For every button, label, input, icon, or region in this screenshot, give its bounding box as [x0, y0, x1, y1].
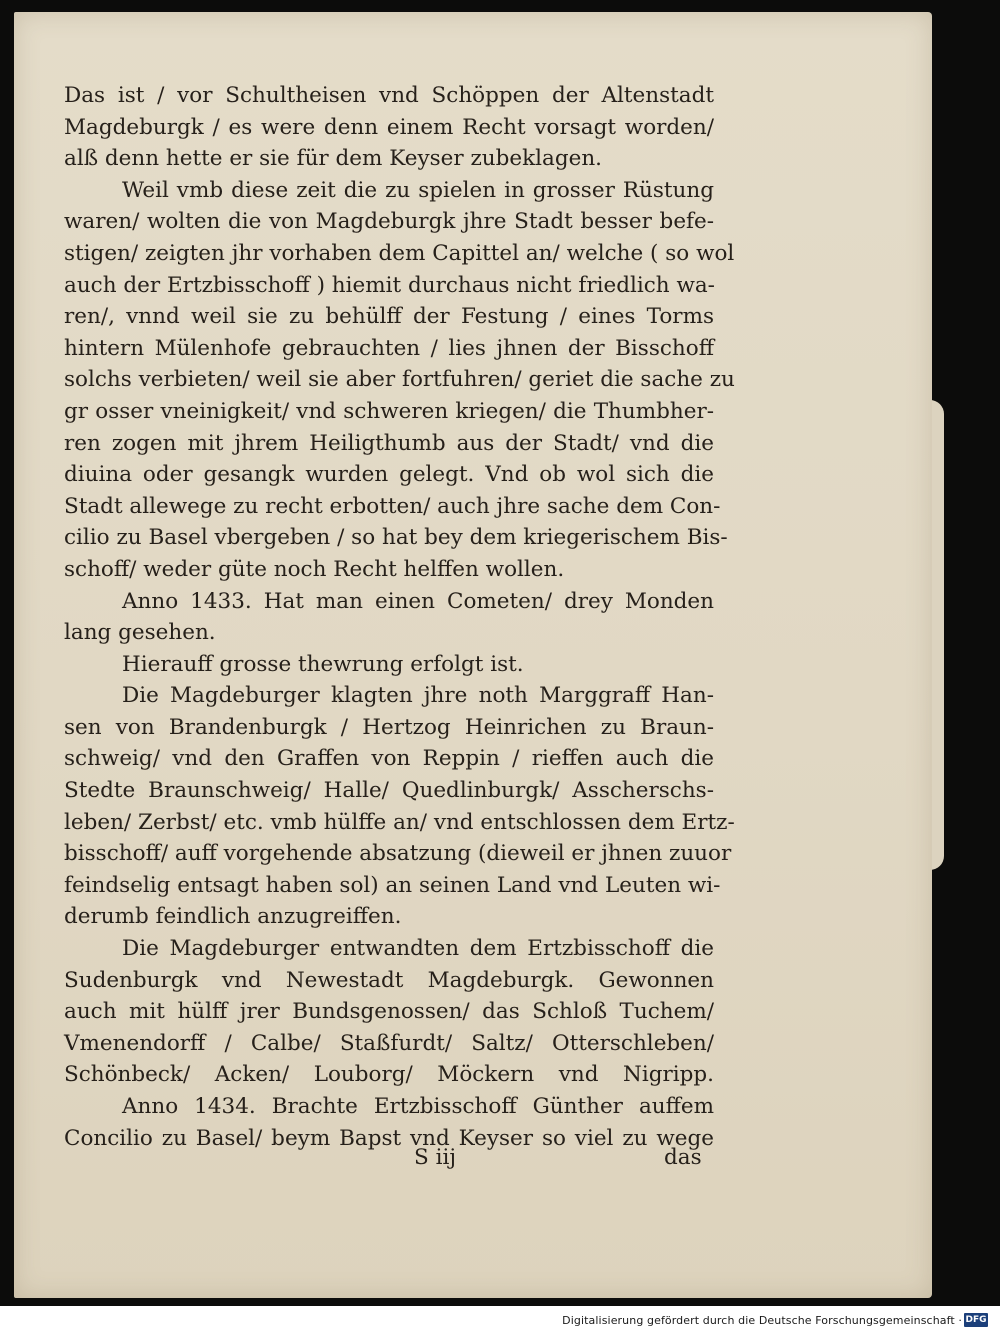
text-line: sen von Brandenburgk / Hertzog Heinrichen zu Braun- — [64, 714, 714, 740]
text-line: schweig/ vnd den Graffen von Reppin / rieffen auch die — [64, 746, 714, 772]
text-line: gr osser vneinigkeit/ vnd schweren kriegen/ die Thumbher- — [64, 398, 714, 424]
text-line: Stedte Braunschweig/ Halle/ Quedlinburgk/ Asscherschs- — [64, 778, 714, 804]
text-line: alß denn hette er sie für dem Keyser zubeklagen. — [64, 146, 603, 172]
text-line: Sudenburgk vnd Newestadt Magdeburgk. Gewonnen — [64, 967, 714, 993]
text-line: solchs verbieten/ weil sie aber fortfuhren/ geriet die sache zu — [64, 367, 735, 393]
text-line: Hierauff grosse thewrung erfolgt ist. — [122, 651, 524, 677]
text-line: ren zogen mit jhrem Heiligthumb aus der Stadt/ vnd die — [64, 430, 714, 456]
text-line: schoff/ weder güte noch Recht helffen wollen. — [64, 556, 565, 582]
text-line: stigen/ zeigten jhr vorhaben dem Capittel an/ welche ( so wol — [64, 240, 735, 266]
text-line: Vmenendorff / Calbe/ Staßfurdt/ Saltz/ Otterschleben/ — [64, 1030, 714, 1056]
text-line: Die Magdeburger entwandten dem Ertzbisschoff die — [122, 936, 714, 962]
text-line: auch der Ertzbisschoff ) hiemit durchaus nicht friedlich wa- — [64, 272, 715, 298]
text-line: lang gesehen. — [64, 620, 216, 646]
text-line: leben/ Zerbst/ etc. vmb hülffe an/ vnd entschlossen dem Ertz- — [64, 809, 735, 835]
text-line: Anno 1434. Brachte Ertzbisschoff Günther auffem — [122, 1094, 714, 1119]
text-line: hintern Mülenhofe gebrauchten / lies jhnen der Bisschoff — [64, 335, 714, 361]
page-text-block — [64, 80, 735, 1154]
text-line: Schönbeck/ Acken/ Louborg/ Möckern vnd Nigripp. — [64, 1062, 714, 1088]
text-line: Stadt allewege zu recht erbotten/ auch jhre sache dem Con- — [64, 493, 721, 519]
text-line: diuina oder gesangk wurden gelegt. Vnd ob wol sich die — [64, 462, 714, 488]
text-line: feindselig entsagt haben sol) an seinen Land vnd Leuten wi- — [64, 872, 721, 898]
footer-credit: Digitalisierung gefördert durch die Deutsche Forschungsgemeinschaft · — [562, 1314, 962, 1327]
text-line: derumb feindlich anzugreiffen. — [64, 904, 402, 930]
text-line: waren/ wolten die von Magdeburgk jhre Stadt besser befe- — [64, 209, 714, 235]
text-line: Weil vmb diese zeit die zu spielen in grosser Rüstung — [122, 177, 714, 203]
text-line: Das ist / vor Schultheisen vnd Schöppen der Altenstadt — [64, 83, 714, 108]
text-line: Anno 1433. Hat man einen Cometen/ drey Monden — [122, 588, 714, 614]
text-line: cilio zu Basel vbergeben / so hat bey dem kriegerischem Bis- — [64, 525, 728, 551]
text-line: Magdeburgk / es were denn einem Recht vorsagt worden/ — [64, 114, 714, 140]
text-line: Die Magdeburger klagten jhre noth Marggraff Han- — [122, 683, 714, 709]
text-line: bisschoff/ auff vorgehende absatzung (dieweil er jhnen zuuor — [64, 841, 732, 867]
text-line: auch mit hülff jrer Bundsgenossen/ das Schloß Tuchem/ — [64, 999, 714, 1025]
signature-mark: S iij — [414, 1145, 456, 1170]
catchword: das — [664, 1145, 702, 1170]
text-line: Concilio zu Basel/ beym Bapst vnd Keyser so viel zu wege — [64, 1125, 714, 1151]
text-line: ren/, vnnd weil sie zu behülff der Festung / eines Torms — [64, 304, 714, 330]
dfg-logo: DFG — [965, 1315, 987, 1325]
